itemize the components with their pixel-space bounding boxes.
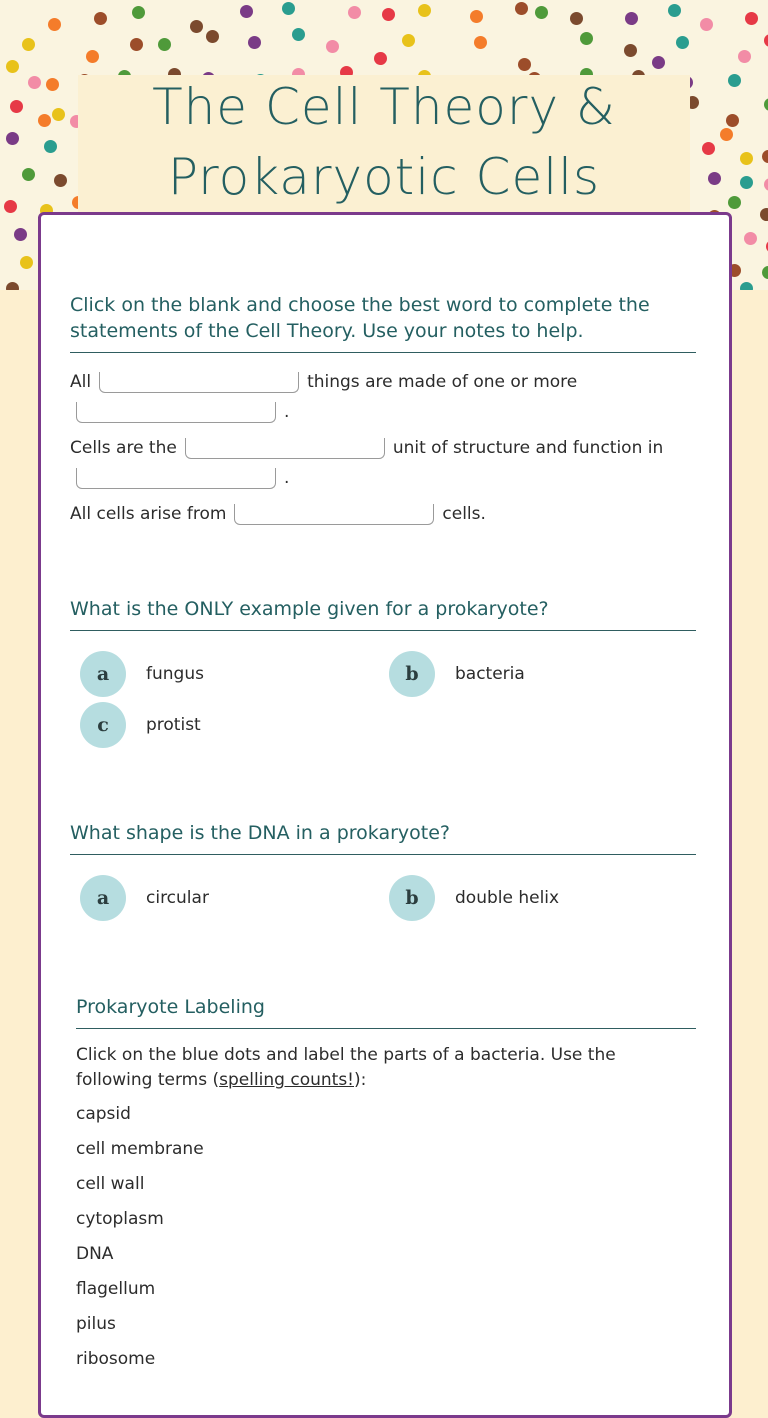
polka-dot (282, 2, 295, 15)
statement-3: All cells arise from cells. (70, 504, 486, 524)
polka-dot (158, 38, 171, 51)
polka-dot (10, 100, 23, 113)
polka-dot (44, 140, 57, 153)
polka-dot (624, 44, 637, 57)
option-letter-a[interactable]: a (80, 875, 126, 921)
term-cell-wall: cell wall (76, 1174, 145, 1194)
polka-dot (720, 128, 733, 141)
option-label: double helix (455, 888, 560, 908)
polka-dot (728, 74, 741, 87)
blank-1[interactable] (99, 372, 299, 393)
polka-dot (86, 50, 99, 63)
polka-dot (676, 36, 689, 49)
term-ribosome: ribosome (76, 1349, 156, 1369)
term-capsid: capsid (76, 1104, 131, 1124)
polka-dot (764, 34, 768, 47)
polka-dot (22, 168, 35, 181)
labeling-instructions: Click on the blue dots and label the parts of a bacteria. Use the following terms (spelling counts!): (76, 1045, 616, 1090)
polka-dot (744, 232, 757, 245)
polka-dot (190, 20, 203, 33)
option-letter-a[interactable]: a (80, 651, 126, 697)
statement-1: All things are made of one or more (70, 372, 578, 392)
polka-dot (28, 76, 41, 89)
polka-dot (764, 178, 768, 191)
q2-option-b[interactable] (389, 651, 525, 697)
polka-dot (762, 266, 768, 279)
polka-dot (668, 4, 681, 17)
polka-dot (4, 200, 17, 213)
polka-dot (535, 6, 548, 19)
polka-dot (702, 142, 715, 155)
polka-dot (580, 32, 593, 45)
polka-dot (740, 152, 753, 165)
polka-dot (708, 172, 721, 185)
polka-dot (206, 30, 219, 43)
polka-dot (382, 8, 395, 21)
question-1-heading: Click on the blank and choose the best word to complete the statements of the Cell Theory. Use your notes to help. (70, 292, 696, 353)
polka-dot (374, 52, 387, 65)
polka-dot (326, 40, 339, 53)
title-line-1: The Cell Theory & (152, 78, 616, 136)
question-3-heading: What shape is the DNA in a prokaryote? (70, 820, 696, 855)
blank-4[interactable] (76, 468, 276, 489)
polka-dot (762, 150, 768, 163)
polka-dot (48, 18, 61, 31)
polka-dot (22, 38, 35, 51)
polka-dot (470, 10, 483, 23)
polka-dot (132, 6, 145, 19)
blank-2[interactable] (76, 402, 276, 423)
statement-1-cont: . (70, 400, 289, 424)
polka-dot (418, 4, 431, 17)
polka-dot (474, 36, 487, 49)
polka-dot (740, 282, 753, 290)
option-label: fungus (146, 664, 204, 684)
polka-dot (515, 2, 528, 15)
q2-option-c[interactable] (80, 702, 201, 748)
polka-dot (20, 256, 33, 269)
polka-dot (46, 78, 59, 91)
polka-dot (402, 34, 415, 47)
spelling-note: spelling counts! (219, 1070, 354, 1090)
polka-dot (740, 176, 753, 189)
polka-dot (700, 18, 713, 31)
polka-dot (570, 12, 583, 25)
polka-dot (518, 58, 531, 71)
polka-dot (348, 6, 361, 19)
polka-dot (292, 28, 305, 41)
term-cytoplasm: cytoplasm (76, 1209, 164, 1229)
question-2-heading: What is the ONLY example given for a prokaryote? (70, 596, 696, 631)
option-label: circular (146, 888, 209, 908)
term-pilus: pilus (76, 1314, 116, 1334)
polka-dot (38, 114, 51, 127)
option-letter-c[interactable]: c (80, 702, 126, 748)
option-label: bacteria (455, 664, 525, 684)
statement-2-cont: . (70, 466, 289, 490)
polka-dot (738, 50, 751, 63)
option-label: protist (146, 715, 201, 735)
polka-dot (652, 56, 665, 69)
term-dna: DNA (76, 1244, 114, 1264)
option-letter-b[interactable]: b (389, 651, 435, 697)
title-line-2: Prokaryotic Cells (167, 148, 601, 206)
polka-dot (14, 228, 27, 241)
polka-dot (6, 282, 19, 290)
polka-dot (94, 12, 107, 25)
polka-dot (248, 36, 261, 49)
polka-dot (728, 196, 741, 209)
q3-option-a[interactable] (80, 875, 209, 921)
polka-dot (54, 174, 67, 187)
polka-dot (130, 38, 143, 51)
labeling-heading: Prokaryote Labeling (76, 994, 696, 1029)
blank-3[interactable] (185, 438, 385, 459)
q2-option-a[interactable] (80, 651, 204, 697)
polka-dot (52, 108, 65, 121)
term-cell-membrane: cell membrane (76, 1139, 204, 1159)
polka-dot (760, 208, 768, 221)
polka-dot (764, 98, 768, 111)
blank-5[interactable] (234, 504, 434, 525)
statement-2: Cells are the unit of structure and function in (70, 438, 664, 458)
q3-option-b[interactable] (389, 875, 559, 921)
polka-dot (726, 114, 739, 127)
worksheet-title (78, 72, 690, 212)
polka-dot (6, 132, 19, 145)
polka-dot (745, 12, 758, 25)
polka-dot (625, 12, 638, 25)
polka-dot (240, 5, 253, 18)
term-flagellum: flagellum (76, 1279, 156, 1299)
polka-dot (6, 60, 19, 73)
option-letter-b[interactable]: b (389, 875, 435, 921)
